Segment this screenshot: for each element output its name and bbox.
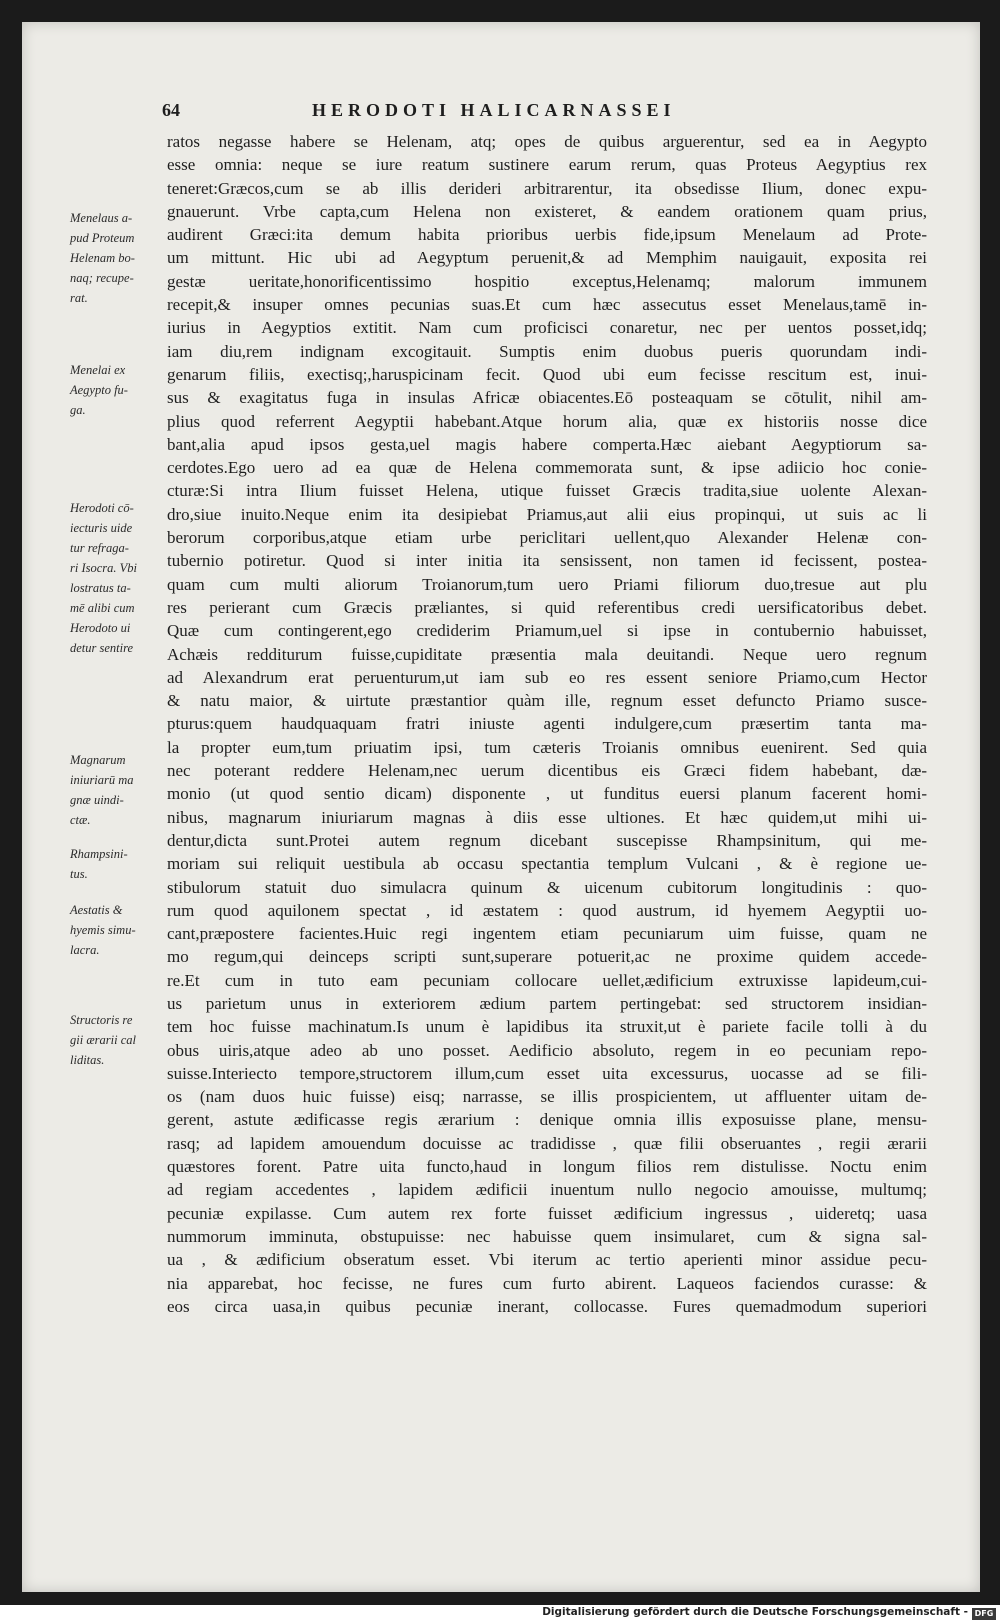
text-line: tubernio potiretur. Quod si inter initia ita sensissent, non tamen id fecissent, postea-: [167, 551, 927, 571]
text-line: nummorum imminuta, obstupuisse: nec habuisse quem insimularet, cum & signa sal-: [167, 1226, 927, 1246]
text-line: audirent Græci:ita demum habita prioribus uerbis fide,ipsum Menelaum ad Prote-: [167, 225, 927, 245]
margin-note-line: lostratus ta-: [70, 581, 131, 595]
text-line: recepit,& insuper omnes pecunias suas.Et cum hæc assecutus esset Menelaus,tamē in-: [167, 295, 927, 315]
text-line: dentur,dicta sunt.Protei autem regnum dicebant suscepisse Rhampsinitum, qui me-: [167, 830, 927, 850]
text-line: plius quod referrent Aegyptii habebant.Atque horum alia, quæ ex historiis nosse dice: [167, 411, 927, 431]
text-line: os (nam duos huic fuisse) eisq; narrasse, se illis prospicientem, ut affluenter uitam de-: [167, 1087, 927, 1107]
text-line: berorum corporibus,atque etiam urbe periclitari uellent,quo Alexander Helenæ con-: [167, 528, 927, 548]
margin-note-line: mē alibi cum: [70, 601, 135, 615]
text-line: mo regum,qui deinceps scripti sunt,superare potuerit,ac ne proxime quidem accede-: [167, 947, 927, 967]
text-line: bant,alia apud ipsos gesta,uel magis habere comperta.Hæc aiebant Aegyptiorum sa-: [167, 434, 927, 454]
text-line: iurius in Aegyptios extitit. Nam cum proficisci conaretur, nec per uentos posset,idq;: [167, 318, 927, 338]
book-page: [22, 22, 980, 1592]
text-line: ua , & ædificium obseratum esset. Vbi iterum ac tertio aperienti minor assidue pecu-: [167, 1250, 927, 1270]
margin-note-line: Aestatis &: [70, 903, 123, 917]
margin-note-line: liditas.: [70, 1053, 105, 1067]
margin-note-line: rat.: [70, 291, 88, 305]
margin-note-line: pud Proteum: [70, 231, 135, 245]
text-line: teneret:Græcos,cum se ab illis derideri arbitrarentur, ita obsedisse Ilium, donec expu-: [167, 178, 927, 198]
text-line: ratos negasse habere se Helenam, atq; opes de quibus arguerentur, sed ea in Aegypto: [167, 132, 927, 151]
text-line: suisse.Interiecto tempore,structorem illum,cum esset uita excessurus, uocasse ad se fili-: [167, 1063, 927, 1083]
text-line: dro,siue inuito.Neque enim ita desipiebat Priamus,aut alii eius propinqui, ut suis ac li: [167, 504, 927, 524]
text-line: nibus, magnarum iniuriarum magnas à diis esse ultiones. Et hæc quidem,ut mihi ui-: [167, 807, 927, 827]
text-line: gestæ ueritate,honorificentissimo hospitio exceptus,Helenamq; malorum immunem: [167, 271, 927, 291]
footer-credit: Digitalisierung gefördert durch die Deutsche Forschungsgemeinschaft -: [542, 1606, 968, 1618]
margin-note-line: tus.: [70, 867, 88, 881]
margin-note: [70, 1010, 162, 1070]
text-line: monio (ut quod sentio dicam) disponente , ut funditus euersi planum facerent homi-: [167, 784, 927, 804]
margin-note-line: hyemis simu-: [70, 923, 136, 937]
margin-note-line: ri Isocra. Vbi: [70, 561, 138, 575]
text-line: esse omnia: neque se iure reatum sustinere earum rerum, quas Proteus Aegyptius rex: [167, 155, 927, 175]
body-text: [167, 130, 927, 1318]
margin-note: [70, 208, 162, 308]
text-line: Quæ cum contingerent,ego crediderim Priamum,uel si ipse in contubernio habuisset,: [167, 621, 927, 641]
running-title: HERODOTI HALICARNASSEI: [312, 100, 676, 120]
margin-note-line: tur refraga-: [70, 541, 129, 555]
text-line: ad regiam accedentes , lapidem ædificii inuentum nullo negocio amouisse, multumq;: [167, 1180, 927, 1200]
margin-note-line: gnæ uindi-: [70, 793, 124, 807]
margin-note-line: lacra.: [70, 943, 100, 957]
margin-note-line: Menelaus a-: [70, 211, 133, 225]
text-line: la propter eum,tum priuatim ipsi, tum cæteris Troianis omnibus euenirent. Sed quia: [167, 737, 927, 757]
margin-note-line: Herodoto ui: [70, 621, 131, 635]
text-line: nia apparebat, hoc fecisse, ne fures cum furto abirent. Laqueos faciendos curasse: &: [167, 1273, 927, 1293]
margin-note: [70, 360, 162, 420]
text-line: rasq; ad lapidem amouendum docuisse ac tradidisse , quæ filii obseruantes , regii ærarii: [167, 1133, 927, 1153]
margin-note-line: iecturis uide: [70, 521, 133, 535]
text-line: nec poterant reddere Helenam,nec uerum dicentibus eis Græci fidem habebant, dæ-: [167, 761, 927, 781]
margin-note: [70, 844, 162, 884]
text-line: & natu maior, & uirtute præstantior quàm ille, regnum esset defuncto Priamo susce-: [167, 691, 927, 711]
text-line: pturus:quem haudquaquam fratri iniuste agenti indulgere,cum præsertim tanta ma-: [167, 714, 927, 734]
dfg-logo-icon: DFG: [972, 1608, 996, 1620]
text-line: pecuniæ expilasse. Cum autem rex forte fuisset ædificium ingressus , uideretq; uasa: [167, 1203, 927, 1223]
margin-note-line: gii ærarii cal: [70, 1033, 136, 1047]
text-line: iam diu,rem indignam excogitauit. Sumptis enim duobus pueris quorundam indi-: [167, 341, 927, 361]
text-line: stibulorum statuit duo simulacra quinum & uicenum cubitorum longitudinis : quo-: [167, 877, 927, 897]
margin-note: [70, 498, 162, 658]
text-line: sus & exagitatus fuga in insulas Africæ obiacentes.Eō posteaquam se cōtulit, nihil am-: [167, 388, 927, 408]
text-line: Achæis redditurum fuisse,cupiditate præsentia mala deuitandi. Neque uero regnum: [167, 644, 927, 664]
text-line: obus uiris,atque adeo ab uno posset. Aedificio absoluto, regem in eo pecuniam repo-: [167, 1040, 927, 1060]
running-head: [22, 100, 980, 130]
text-line: cerdotes.Ego uero ad ea quæ de Helena commemorata sunt, & ipse adiicio hoc conie-: [167, 458, 927, 478]
margin-note-line: detur sentire: [70, 641, 134, 655]
text-line: genarum filiis, exectisq;,haruspicinam fecit. Quod ubi eum fecisse rescitum est, inui-: [167, 364, 927, 384]
margin-note: [70, 900, 162, 960]
text-line: moriam sui reliquit uestibula ab occasu spectantia templum Vulcani , & è regione ue-: [167, 854, 927, 874]
text-line: eos circa uasa,in quibus pecuniæ inerant, collocasse. Fures quemadmodum superiori: [167, 1296, 927, 1316]
margin-note-line: Herodoti cō-: [70, 501, 134, 515]
text-line: us parietum unus in exteriorem ædium partem pertingebat: sed structorem insidian-: [167, 993, 927, 1013]
margin-note-line: Magnarum: [70, 753, 126, 767]
text-line: cant,præpostere facientes.Huic regi ingentem etiam pecuniarum uim fuisse, quam ne: [167, 924, 927, 944]
margin-note-line: Structoris re: [70, 1013, 133, 1027]
margin-note-line: iniuriarū ma: [70, 773, 134, 787]
page-number: 64: [162, 100, 180, 120]
margin-note-line: ctæ.: [70, 813, 91, 827]
margin-note-line: Helenam bo-: [70, 251, 135, 265]
text-line: rum quod aquilonem spectat , id æstatem : quod austrum, id hyemem Aegyptii uo-: [167, 900, 927, 920]
margin-note: [70, 750, 162, 830]
text-line: ad Alexandrum erat peruenturum,ut iam sub eo res essent seniore Priamo,cum Hector: [167, 667, 927, 687]
margin-note-line: Rhampsini-: [70, 847, 128, 861]
margin-note-line: Menelai ex: [70, 363, 126, 377]
margin-note-line: ga.: [70, 403, 86, 417]
footer-bar: [0, 1605, 1000, 1623]
text-line: cturæ:Si intra Ilium fuisset Helena, utique fuisset Græcis tradita,siue uolente Alexan-: [167, 481, 927, 501]
text-line: quæstores forent. Patre uita functo,haud in longum filios rem distulisse. Noctu enim: [167, 1157, 927, 1177]
text-line: quam cum multi aliorum Troianorum,tum uero Priami filiorum duo,tresue aut plu: [167, 574, 927, 594]
text-line: re.Et cum in tuto eam pecuniam collocare uellet,ædificium extruxisse lapideum,cui-: [167, 970, 927, 990]
text-line: res perierant cum Græcis præliantes, si quid referentibus credi uersificatoribus debet.: [167, 597, 927, 617]
margin-note-line: naq; recupe-: [70, 271, 134, 285]
text-line: um mittunt. Hic ubi ad Aegyptum peruenit,& ad Memphim nauigauit, exposita rei: [167, 248, 927, 268]
text-line: tem hoc fuisse machinatum.Is unum è lapidibus ita struxit,ut è pariete facile tolli à du: [167, 1017, 927, 1037]
margin-note-line: Aegypto fu-: [70, 383, 128, 397]
text-line: gnauerunt. Vrbe capta,cum Helena non existeret, & eandem orationem quam prius,: [167, 201, 927, 221]
text-line: gerent, astute ædificasse regis ærarium : denique omnia illis exposuisse plane, mensu-: [167, 1110, 927, 1130]
